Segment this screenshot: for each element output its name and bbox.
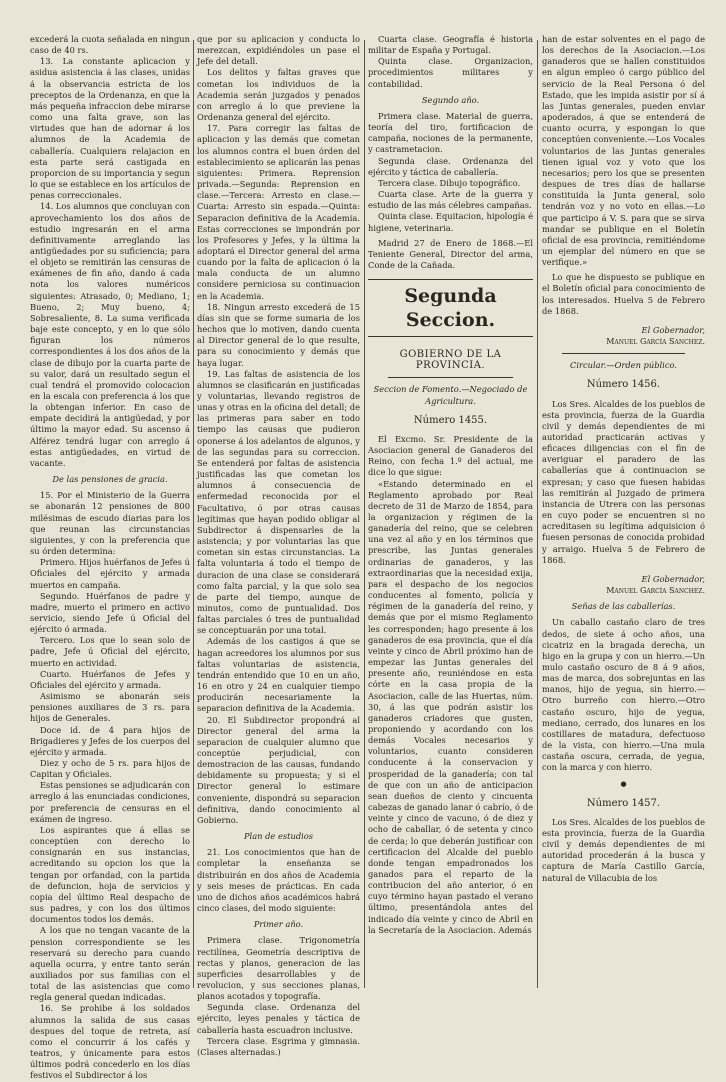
paragraph: Primera clase. Trigonometría rectilínea, Geometría descriptiva de rectas y planos, generacion de las superficies desarrollables y de revolucion, y sus secciones planas, planos acotados y topografía.: [197, 935, 360, 1002]
paragraph: 15. Por el Ministerio de la Guerra se abonarán 12 pensiones de 800 milésimas de escudo diarias para los que reunan las circunstancias siguientes, y con la preferencia que su órden determina:: [30, 490, 190, 557]
column-2: [197, 34, 360, 1057]
paragraph: Tercero. Los que lo sean solo de padre, Jefe ú Oficial del ejército, muerto en actividad.: [30, 635, 190, 668]
paragraph: Diez y ocho de 5 rs. para hijos de Capitan y Oficiales.: [30, 758, 190, 780]
paragraph: 14. Los alumnos que concluyan con aprovechamiento los dos años de estudio ingresarán en el arma definitivamente arreglando las antigüedades por su suficiencia; para el objeto se remitirán las censuras de exámenes de fin año, dando á cada nota los valores numéricos siguientes: Atrasado, 0; Mediano, 1; Bueno, 2; Muy bueno, 4; Sobresaliente, 8. La suma verificada baje este concepto, y en lo que sólo figuran los números correspondientes á los dos años de la clase de dibujo por la cuarta parte de su valor, dará un resultado segun el cual tendrá el promovido colocacion en la escala con preferencia á los que la obtengan inferior. En caso de empate decidirá la antigüedad, y por último la mayor edad. Su ascenso á Alférez tendrá lugar con arreglo á estas antigüedades, en virtud de vacante.: [30, 201, 190, 468]
paragraph: Segunda clase. Ordenanza del ejército y táctica de caballería.: [368, 155, 533, 177]
paragraph: Cuarto. Huérfanos de Jefes y Oficiales del ejército y armada.: [30, 668, 190, 690]
notice-number: Número 1455.: [413, 414, 488, 426]
paragraph: Madrid 27 de Enero de 1868.—El Teniente General, Director del arma, Conde de la Cañada.: [368, 237, 533, 270]
paragraph: Cuarta clase. Arte de la guerra y estudio de las más célebres campañas.: [368, 189, 533, 211]
column-3: [368, 34, 533, 994]
paragraph: Tercera clase. Dibujo topográfico.: [378, 177, 521, 188]
paragraph: Estas pensiones se adjudicarán con arreglo á las enunciadas condiciones, por preferencia de censuras en el exámen de ingreso.: [30, 780, 190, 824]
paragraph: excederá la cuota señalada en ningun caso de 40 rs.: [30, 34, 190, 56]
paragraph: 20. El Subdirector propondrá al Director general del arma la separacion de cualquier alumno que conceptúe perjudicial, con demostracion de las causas, fundando debidamente su propuesta; y si el Director general lo estimare conveniente, dispondrá su separacion definitiva, dando conocimiento al Gobierno.: [197, 714, 360, 825]
separator-ornament: ●: [620, 779, 627, 788]
divider: [388, 377, 513, 378]
section-title: Segunda Seccion.: [368, 279, 533, 337]
paragraph: Primera clase. Material de guerra, teoría del tiro, fortificacion de campaña, nociones de la permanente, y castrametacion.: [368, 110, 533, 155]
paragraph: «Estando determinado en el Reglamento aprobado por Real decreto de 31 de Marzo de 1854, para la organizacion y régimen de la ganadería del reino, que se celebren una vez al año y en los términos que prescribe, las Juntas generales ordinarias de ganaderos, y las extraordinarias que la necesidad exija, para el despacho de los negocios conducentes al fomento, policía y régimen de la ganadería del reino, y demás que por el mismo Reglamento les corresponden; hago presente á los ganaderos de esa provincia, que el día veinte y cinco de Abril próximo han de empezar las Juntas generales del presente año, reuniéndose en esta córte en la casa propia de la Asociacion, calle de las Huertas, núm. 30, á las que podrán asistir los ganaderos criadores que gusten, proponiendo y acordando con los demás Vocales necesarios y voluntarios, cuanto consideren conducente á la conservacion y prosperidad de la ganadería; con tal de que con un año de anticipacion sean dueños de ciento y cincuenta cabezas de ganado lanar ó cabrío, ó de veinte y cinco de vacuno, ó de diez y ocho de caballar, ó de setenta y cinco de cerda; lo que deberán justificar con certificacion del Alcalde del pueblo donde tengan empadronados los ganados para el reparto de la contribucion del año anterior, ó en cuyo término hayan pastado el verano último, presentándola antes del indicado día veinte y cinco de Abril en la Secretaría de la Asociacion. Además: [368, 478, 533, 935]
paragraph: que por su aplicacion y conducta lo merezcan, expidiéndoles un pase el Jefe del detall.: [197, 34, 360, 67]
subheading-segundo-ano: Segundo año.: [421, 94, 480, 105]
column-rule: [193, 40, 194, 988]
paragraph: Lo que he dispuesto se publique en el Boletín oficial para conocimiento de los interesados. Huelva 5 de Febrero de 1868.: [542, 272, 705, 316]
signature-title: El Gobernador,: [641, 573, 705, 584]
paragraph: 18. Ningun arresto excederá de 15 días sin que se forme sumaria de los hechos que lo motiven, dando cuenta al Director general de lo que resulte, para su conocimiento y demás que haya lugar.: [197, 301, 360, 368]
paragraph: han de estar solventes en el pago de los derechos de la Asociacion.—Los ganaderos que se hallen constituidos en algun empleo ó cargo público del servicio de la Real Persona ó del Estado, que les impida asistir por sí á las Juntas generales, pueden enviar apoderados, á que se entenderá de cuanto ocurra, y espongan lo que conceptúen conveniente.—Los Vocales voluntarios de las Juntas generales tienen igual voz y voto que los necesarios; pero los que se presenten despues de tres días de hallarse constituida la Junta general, solo tendrán voz y no voto en ellas.—Lo que participo á V. S. para que se sirva mandar se publique en el Boletín oficial de esa provincia, remitiéndome un ejemplar del número en que se verifique.»: [542, 34, 705, 268]
signature-name: Manuel García Sanchez.: [606, 337, 705, 347]
notice-number: Número 1457.: [586, 797, 661, 809]
subheading-senas: Señas de las caballerías.: [571, 601, 676, 612]
column-rule: [537, 40, 538, 988]
column-4: [542, 34, 705, 994]
paragraph: 17. Para corregir las faltas de aplicacion y las demás que cometan los alumnos contra el buen órden del establecimiento se aplicarán las penas siguientes: Primera. Reprension privada.—Segunda: Reprension en clase.—Tercera: Arresto en clase.—Cuarta: Arresto sin espada.—Quinta: Separacion definitiva de la Academia. Estas correcciones se impondrán por los Profesores y Jefes, y la última la adoptará el Director general del arma cuando por la falta de aplicacion ó la mala conducta de un alumno considere perniciosa su continuacion en la Academia.: [197, 123, 360, 301]
paragraph: Doce id. de 4 para hijos de Brigadieres y Jefes de los cuerpos del ejército y armada.: [30, 724, 190, 757]
subheading-pensiones: De las pensiones de gracia.: [52, 474, 168, 485]
paragraph: Además de los castigos á que se hagan acreedores los alumnos por sus faltas voluntarias de asistencia, tendrán entendido que 10 en un año, 16 en otro y 24 en cualquier tiempo producirán necesariamente la separacion definitiva de la Academia.: [197, 636, 360, 714]
paragraph: 16. Se prohibe á los soldados alumnos la salida de sus casas despues del toque de retreta, así como el concurrir á los cafés y teatros, y únicamente para estos últimos podrá concederlo en los días festivos el Subdirector á los: [30, 1003, 190, 1081]
paragraph: Cuarta clase. Geografía é historia militar de España y Portugal.: [368, 34, 533, 56]
paragraph: Asimismo se abonarán seis pensiones auxiliares de 3 rs. para hijos de Generales.: [30, 691, 190, 724]
paragraph: Quinta clase. Organizacion, procedimientos militares y contabilidad.: [368, 56, 533, 89]
paragraph: 13. La constante aplicacion y asidua asistencia á las clases, unidas á la observancia estricta de los preceptos de la Ordenanza, en que la más pequeña infraccion debe mirarse como una falta grave, son las virtudes que han de adornar á los alumnos de la Academia de caballería. Cualquiera relajacion en esta parte será castigada en proporcion de su importancia y segun lo que se establece en los artículos de penas correccionales.: [30, 56, 190, 201]
paragraph: Segunda clase. Ordenanza del ejército, leyes penales y táctica de caballería hasta escuadron inclusive.: [197, 1002, 360, 1035]
paragraph: 19. Las faltas de asistencia de los alumnos se clasificarán en justificadas y voluntarias, llevando registros de unas y otras en la oficina del detall; de las primeras para saber en todo tiempo las causas que pudieron oponerse á los adelantos de algunos, y de las segundas para su correccion. Se entenderá por faltas de asistencia justificadas las que cometan los alumnos á consecuencia de enfermedad reconocida por el Facultativo, ó por otras causas legítimas que hayan podido obligar al Subdirector á dispensarles de la asistencia; y por voluntarias las que cometan sin estas circunstancias. La falta voluntaria á todo el tiempo de duracion de una clase se considerará como falta parcial, y la que solo sea de parte del tiempo, aunque de minutos, como de puntualidad. Dos faltas parciales ó tres de puntualidad se conceptuarán por una total.: [197, 368, 360, 636]
column-rule: [364, 40, 365, 988]
subheading-fomento: Seccion de Fomento.—Negociado de Agricultura.: [373, 384, 528, 406]
paragraph: El Excmo. Sr. Presidente de la Asociacion general de Ganaderos del Reino, con fecha 1.º del actual, me dice lo que sigue:: [368, 433, 533, 478]
paragraph: Los delitos y faltas graves que cometan los individuos de la Academia serán juzgados y penados con arreglo á lo que previene la Ordenanza general del ejército.: [197, 67, 360, 123]
paragraph: A los que no tengan vacante de la pension correspondiente se les reservará su derecho para cuando aquella ocurra, y entre tanto serán auxiliados por sus familias con el total de las asistencias que como regla general quedan indicadas.: [30, 925, 190, 1003]
paragraph: Segundo. Huérfanos de padre y madre, muerto el primero en activo servicio, siendo Jefe ú Oficial del ejército ó armada.: [30, 590, 190, 635]
subheading-primer-ano: Primer año.: [253, 919, 304, 930]
signature-title: El Gobernador,: [641, 324, 705, 335]
divider: [562, 353, 685, 354]
subheading-circular: Circular.—Orden público.: [570, 360, 677, 371]
column-1: [30, 34, 190, 1081]
paragraph: Un caballo castaño claro de tres dedos, de siete á ocho años, una cicatriz en la bragada derecha, un higo en la grupa y con un hierro.—Un mulo castaño oscuro de 8 á 9 años, mas de marca, dos sobrejuntas en las manos, hijo de yegua, sin hierro.—Otro burreño con hierro.—Otro castaño oscuro, hijo de yegua, mediano, cerrado, dos lunares en los costillares de matadura, defectuoso de la vista, con hierro.—Una mula castaña oscura, cerrada, de yegua, con la marca y con hierro.: [542, 617, 705, 773]
signature-name: Manuel García Sanchez.: [606, 586, 705, 596]
subheading-plan-estudios: Plan de estudios: [243, 831, 314, 842]
paragraph: Los aspirantes que á ellas se conceptúen con derecho lo consignarán en sus instancias, acreditando su opcion los que la tengan por orfandad, con la partida de defuncion, hoja de servicios y copia del último Real despacho de sus padres, y con los dos últimos documentos todos los demás.: [30, 824, 190, 925]
paragraph: Los Sres. Alcaldes de los pueblos de esta provincia, fuerza de la Guardia civil y demás dependientes de mi autoridad procederán á la busca y captura de María Castillo García, natural de Villacubia de los: [542, 816, 705, 883]
paragraph: Primero. Hijos huérfanos de Jefes ú Oficiales del ejército y armada muertos en campaña.: [30, 557, 190, 590]
paragraph: 21. Los conocimientos que han de completar la enseñanza se distribuirán en dos años de Academia y seis meses de prácticas. En cada uno de dichos años académicos habrá cinco clases, del modo siguiente:: [197, 847, 360, 914]
paragraph: Los Sres. Alcaldes de los pueblos de esta provincia, fuerza de la Guardia civil y demás dependientes de mi autoridad practicarán activas y eficaces diligencias con el fin de averiguar el paradero de las caballerías que á continuacion se expresan; y caso que fuesen habidas las remitirán al Juzgado de primera instancia de Utrera con las personas en cuyo poder se encuentren si no acreditasen su legítima adquisicion ó fuesen personas de conocida probidad y arraigo. Huelva 5 de Febrero de 1868.: [542, 398, 705, 565]
paragraph: Tercera clase. Esgrima y gimnasia. (Clases alternadas.): [197, 1035, 360, 1057]
notice-number: Número 1456.: [586, 379, 661, 391]
government-heading: GOBIERNO DE LA PROVINCIA.: [399, 349, 502, 372]
paragraph: Quinta clase. Equitacion, hipología é higiene, veterinaria.: [368, 211, 533, 233]
